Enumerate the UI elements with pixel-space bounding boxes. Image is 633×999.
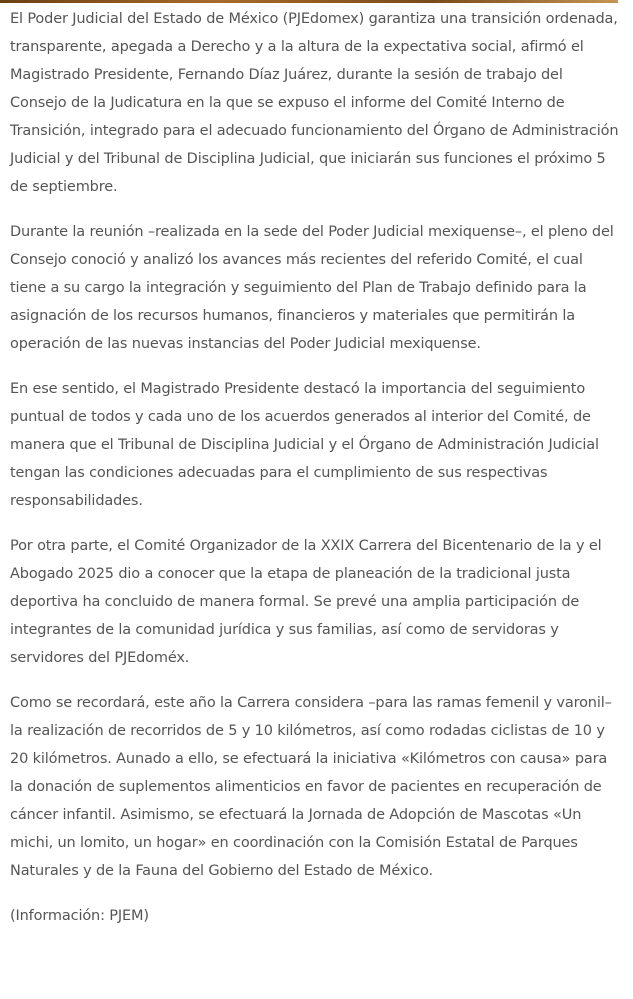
article-body: [10, 5, 622, 947]
paragraph-meeting: Durante la reunión –realizada en la sede del Poder Judicial mexiquense–, el pleno del Consejo conoció y analizó los avances más recientes del referido Comité, el cual tiene a su cargo la integración y seguimiento del Plan de Trabajo definido para la asignación de los recursos humanos, financieros y materiales que permitirán la operación de las nuevas instancias del Poder Judicial mexiquense.: [10, 224, 614, 352]
paragraph-race-planning: Por otra parte, el Comité Organizador de la XXIX Carrera del Bicentenario de la y el Abogado 2025 dio a conocer que la etapa de planeación de la tradicional justa deportiva ha concluido de manera formal. Se prevé una amplia participación de integrantes de la comunidad jurídica y sus familias, así como de servidoras y servidores del PJEdoméx.: [10, 538, 602, 666]
paragraph-follow-up: En ese sentido, el Magistrado Presidente destacó la importancia del seguimiento puntual de todos y cada uno de los acuerdos generados al interior del Comité, de manera que el Tribunal de Disciplina Judicial y el Órgano de Administración Judicial tengan las condiciones adecuadas para el cumplimiento de sus respectivas responsabilidades.: [10, 381, 599, 509]
paragraph-race-activities: Como se recordará, este año la Carrera considera –para las ramas femenil y varonil– la realización de recorridos de 5 y 10 kilómetros, así como rodadas ciclistas de 10 y 20 kilómetros. Aunado a ello, se efectuará la iniciativa «Kilómetros con causa» para la donación de suplementos alimenticios en favor de pacientes en recuperación de cáncer infantil. Asimismo, se efectuará la Jornada de Adopción de Mascotas «Un michi, un lomito, un hogar» en coordinación con la Comisión Estatal de Parques Naturales y de la Fauna del Gobierno del Estado de México.: [10, 695, 612, 879]
source-credit: (Información: PJEM): [10, 908, 149, 924]
paragraph-transition: El Poder Judicial del Estado de México (PJEdomex) garantiza una transición ordenada, transparente, apegada a Derecho y a la altura de la expectativa social, afirmó el Magistrado Presidente, Fernando Díaz Juárez, durante la sesión de trabajo del Consejo de la Judicatura en la que se expuso el informe del Comité Interno de Transición, integrado para el adecuado funcionamiento del Órgano de Administración Judicial y del Tribunal de Disciplina Judicial, que iniciarán sus funciones el próximo 5 de septiembre.: [10, 11, 619, 195]
header-image-edge: [0, 0, 618, 3]
